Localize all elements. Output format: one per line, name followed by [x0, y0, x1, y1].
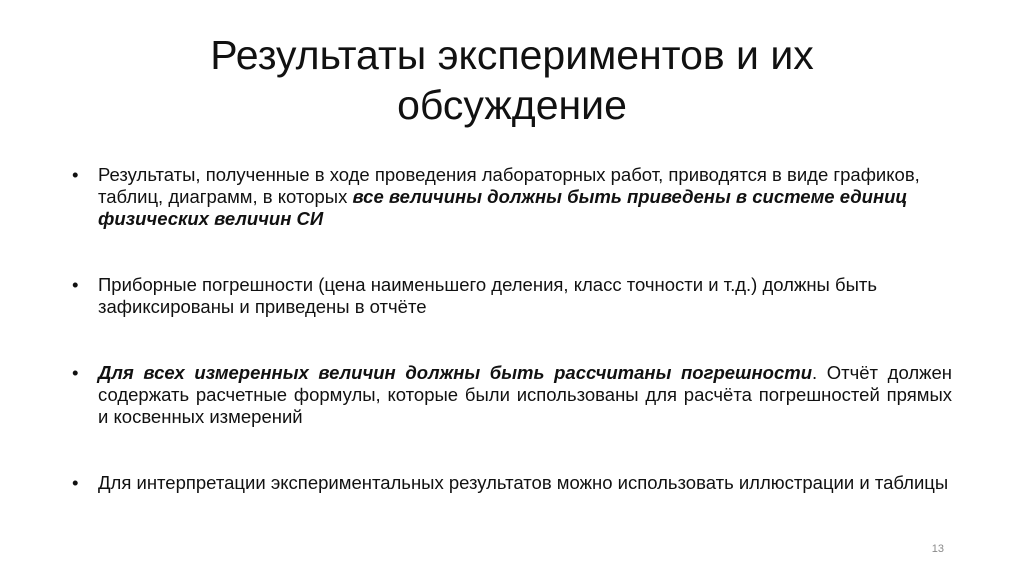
page-number: 13	[931, 543, 944, 555]
bullet-item-3	[72, 362, 952, 428]
bullet-1-emphasis: все величины должны быть приведены в системе единиц физических величин СИ	[98, 186, 908, 229]
bullet-marker: •	[72, 164, 79, 185]
slide-title-line2: обсуждение	[397, 82, 627, 128]
bullet-list	[72, 164, 952, 494]
bullet-3-emphasis: Для всех измеренных величин должны быть рассчитаны погрешности	[98, 362, 813, 383]
bullet-item-2	[72, 274, 952, 318]
bullet-1-text: Результаты, полученные в ходе проведения лабораторных работ, приводятся в виде графиков, таблиц, диаграмм, в которых	[98, 164, 920, 207]
bullet-item-1	[72, 164, 952, 230]
bullet-marker: •	[72, 472, 79, 493]
bullet-marker: •	[72, 362, 79, 383]
slide-title-line1: Результаты экспериментов и их	[210, 32, 814, 78]
bullet-4-text: Для интерпретации экспериментальных результатов можно использовать иллюстрации и таблицы	[98, 472, 949, 493]
bullet-marker: •	[72, 274, 79, 295]
slide-title	[100, 30, 924, 130]
bullet-2-text: Приборные погрешности (цена наименьшего деления, класс точности и т.д.) должны быть зафиксированы и приведены в отчёте	[98, 274, 877, 317]
bullet-item-4	[72, 472, 952, 494]
bullet-3-text: . Отчёт должен содержать расчетные формулы, которые были использованы для расчёта погрешностей прямых и косвенных измерений	[98, 362, 952, 427]
